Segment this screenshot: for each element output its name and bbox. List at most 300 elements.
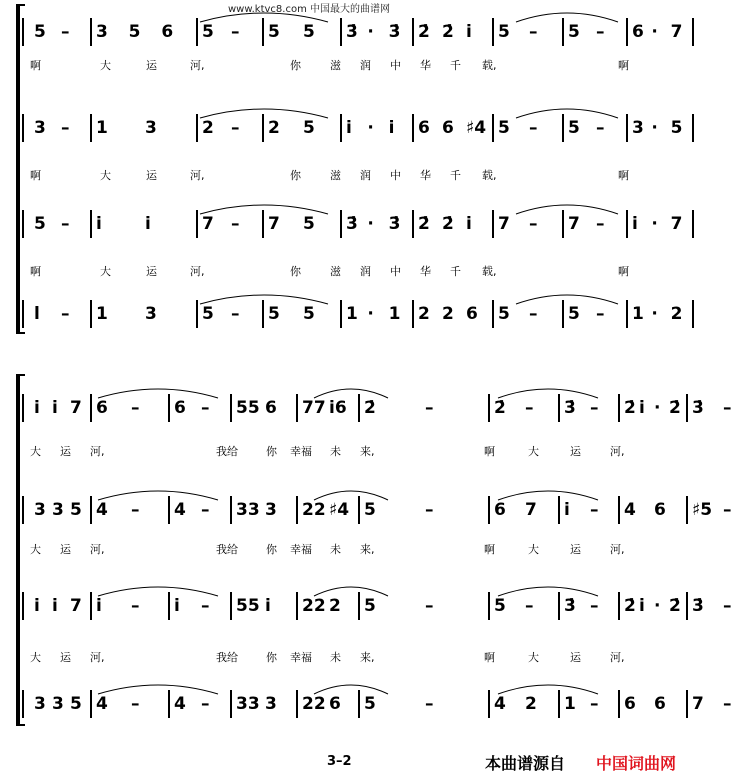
lyric-word: 幸福: [290, 651, 312, 664]
note: –: [723, 500, 732, 520]
note: 2̇: [442, 214, 454, 234]
note: 5: [303, 304, 315, 324]
note: 4: [96, 500, 108, 520]
note: 2: [525, 694, 537, 714]
note: –: [201, 500, 210, 520]
note: –: [201, 694, 210, 714]
bar-line: [22, 114, 24, 142]
lyric-word: 运: [146, 265, 157, 278]
note: –: [61, 22, 70, 42]
note: ·: [654, 596, 661, 616]
slur-arc: [200, 13, 328, 22]
note: i: [174, 596, 180, 616]
note: –: [525, 398, 534, 418]
note: –: [529, 214, 538, 234]
note: –: [61, 118, 70, 138]
note: 5: [303, 22, 315, 42]
note: ·: [367, 118, 374, 138]
note: ·: [654, 398, 661, 418]
source-label: 本曲谱源自: [485, 754, 566, 773]
note: i: [265, 596, 271, 616]
note: 6: [442, 118, 454, 138]
note: 6: [329, 694, 341, 714]
bar-line: [22, 210, 24, 238]
note: –: [131, 694, 140, 714]
lyric-word: 运: [60, 651, 71, 664]
note: i: [145, 214, 151, 234]
note: 5: [498, 22, 510, 42]
note: 5: [498, 304, 510, 324]
lyric-word: 润: [360, 59, 371, 72]
note: 4: [96, 694, 108, 714]
slur-group: [28, 200, 678, 220]
lyric-word: 未: [330, 651, 341, 664]
lyric-word: 河,: [90, 543, 105, 556]
note: i: [96, 596, 102, 616]
note: 3̇: [692, 596, 704, 616]
lyric-word: 运: [60, 543, 71, 556]
lyric-word: 我给: [216, 543, 238, 556]
lyric-word: 啊: [618, 59, 629, 72]
note: 6: [624, 694, 636, 714]
bar-line: [686, 690, 688, 718]
note: 7: [568, 214, 580, 234]
note: i6: [329, 398, 347, 418]
lyric-word: 运: [60, 445, 71, 458]
lyric-word: 千: [450, 169, 461, 182]
bar-line: [22, 496, 24, 524]
note: 5: [568, 118, 580, 138]
note: 7: [670, 214, 683, 234]
lyric-line-2-2: [30, 541, 680, 559]
staff-line-2-2: [28, 486, 732, 530]
lyric-word: 你: [266, 543, 277, 556]
lyric-word: 大: [30, 651, 41, 664]
note: 3: [52, 500, 64, 520]
note: 5: [568, 22, 580, 42]
lyric-word: 河,: [90, 651, 105, 664]
note: 3: [52, 694, 64, 714]
slur-group: [28, 680, 678, 700]
lyric-word: 中: [390, 169, 401, 182]
note: –: [596, 304, 605, 324]
note: 5: [34, 22, 46, 42]
lyric-word: 滋: [330, 59, 341, 72]
slur-arc: [314, 685, 388, 694]
lyric-word: 未: [330, 543, 341, 556]
note: 5: [268, 304, 280, 324]
slur-arc: [498, 491, 598, 500]
note: ♯4: [329, 500, 350, 520]
note: 7: [670, 22, 683, 42]
slur-arc: [516, 109, 618, 118]
lyric-word: 河,: [190, 265, 205, 278]
staff-line-2-3: [28, 582, 732, 626]
lyric-word: 千: [450, 59, 461, 72]
note: 7: [268, 214, 280, 234]
slur-arc: [98, 389, 218, 398]
lyric-word: 啊: [484, 445, 495, 458]
lyric-word: 载,: [482, 265, 497, 278]
lyric-word: 你: [266, 651, 277, 664]
slur-arc: [200, 205, 328, 214]
slur-group: [28, 104, 678, 124]
bar-line: [22, 300, 24, 328]
note: 2̇: [364, 398, 376, 418]
lyric-word: 运: [146, 169, 157, 182]
note: 33: [236, 694, 260, 714]
note: 1: [564, 694, 576, 714]
note: 6: [418, 118, 430, 138]
lyric-word: 河,: [610, 651, 625, 664]
note: 5: [34, 214, 46, 234]
lyric-word: 啊: [30, 169, 41, 182]
slur-group: [28, 8, 678, 28]
slur-arc: [498, 587, 598, 596]
note: –: [231, 118, 240, 138]
slur-group: [28, 384, 678, 404]
bar-line: [692, 210, 694, 238]
slur-arc: [98, 587, 218, 596]
note: l: [34, 304, 40, 324]
note: 5: [494, 596, 506, 616]
note: –: [529, 304, 538, 324]
bar-line: [22, 18, 24, 46]
slur-group: [28, 290, 678, 310]
note: 2̇: [669, 398, 681, 418]
note: –: [723, 398, 732, 418]
lyric-word: 河,: [610, 445, 625, 458]
bar-line: [692, 18, 694, 46]
slur-arc: [498, 389, 598, 398]
bar-line: [692, 300, 694, 328]
lyric-word: 我给: [216, 651, 238, 664]
lyric-word: 河,: [190, 169, 205, 182]
note: i: [96, 214, 102, 234]
lyric-word: 大: [100, 169, 111, 182]
note: –: [231, 214, 240, 234]
note: i: [466, 214, 472, 234]
note: 3: [96, 22, 108, 42]
note: 77: [302, 398, 326, 418]
note: ·: [651, 304, 658, 324]
lyric-word: 你: [290, 265, 301, 278]
note: 7: [202, 214, 214, 234]
lyric-word: 来,: [360, 445, 375, 458]
bar-line: [22, 690, 24, 718]
staff-line-1-3: [28, 200, 683, 244]
lyric-word: 中: [390, 59, 401, 72]
note: i: [388, 118, 395, 138]
note: 3: [265, 694, 277, 714]
note: –: [201, 398, 210, 418]
lyric-word: 大: [100, 59, 111, 72]
note: 7: [498, 214, 510, 234]
lyric-word: 来,: [360, 651, 375, 664]
note: i: [52, 596, 58, 616]
note: i: [564, 500, 570, 520]
note: 6: [466, 304, 478, 324]
bar-line: [686, 496, 688, 524]
lyric-word: 大: [100, 265, 111, 278]
note: –: [529, 118, 538, 138]
lyric-word: 我给: [216, 445, 238, 458]
note: 6: [265, 398, 277, 418]
lyric-line-2-3: [30, 649, 680, 667]
note: –: [596, 214, 605, 234]
note: ·: [367, 214, 374, 234]
slur-arc: [516, 205, 618, 214]
note: 5: [202, 304, 214, 324]
lyric-line-1-1: [30, 57, 680, 75]
lyric-word: 大: [528, 651, 539, 664]
note: 1: [96, 118, 108, 138]
lyric-word: 滋: [330, 265, 341, 278]
note: –: [231, 22, 240, 42]
note: ·: [367, 304, 374, 324]
note: 2̇: [669, 596, 681, 616]
note: i: [632, 214, 638, 234]
lyric-line-2-1: [30, 443, 680, 461]
lyric-word: 幸福: [290, 445, 312, 458]
bar-line: [692, 114, 694, 142]
bar-line: [22, 394, 24, 422]
watermark: www.ktvc8.com 中国最大的曲谱网: [228, 4, 391, 15]
note: 6: [632, 22, 644, 42]
note: –: [596, 22, 605, 42]
staff-line-1-1: [28, 8, 683, 52]
lyric-word: 运: [570, 651, 581, 664]
lyric-word: 你: [290, 169, 301, 182]
note: i: [639, 398, 645, 418]
note: –: [61, 214, 70, 234]
lyric-word: 大: [30, 445, 41, 458]
lyric-word: 大: [528, 543, 539, 556]
note: 1: [632, 304, 644, 324]
lyric-word: 未: [330, 445, 341, 458]
note: i: [52, 398, 58, 418]
note: 2: [202, 118, 214, 138]
note: 6: [161, 22, 174, 42]
system-brace-1: [16, 4, 25, 334]
note: 2: [268, 118, 280, 138]
note: –: [590, 500, 599, 520]
lyric-word: 润: [360, 265, 371, 278]
note: –: [131, 398, 140, 418]
lyric-word: 载,: [482, 59, 497, 72]
note: 2: [670, 304, 683, 324]
lyric-word: 大: [528, 445, 539, 458]
note: 5: [202, 22, 214, 42]
note: –: [590, 694, 599, 714]
note: ·: [367, 22, 374, 42]
note: 6: [494, 500, 506, 520]
note: 2: [442, 304, 454, 324]
lyric-word: 华: [420, 59, 431, 72]
note: 55: [236, 398, 260, 418]
note: 6: [654, 500, 666, 520]
note: 5: [364, 500, 376, 520]
lyric-word: 载,: [482, 169, 497, 182]
lyric-word: 河,: [90, 445, 105, 458]
note: 1: [388, 304, 401, 324]
lyric-word: 华: [420, 169, 431, 182]
note: 6: [654, 694, 666, 714]
lyric-word: 润: [360, 169, 371, 182]
note: –: [723, 596, 732, 616]
note: 3̇: [388, 214, 401, 234]
note: –: [61, 304, 70, 324]
note: –: [425, 596, 434, 616]
note: 1: [96, 304, 108, 324]
staff-line-1-2: [28, 104, 683, 148]
note: –: [131, 500, 140, 520]
note: 1: [346, 304, 358, 324]
lyric-word: 运: [570, 445, 581, 458]
slur-arc: [498, 685, 598, 694]
note: i: [346, 118, 352, 138]
lyric-word: 啊: [618, 265, 629, 278]
note: 5: [303, 118, 315, 138]
note: –: [723, 694, 732, 714]
note: ♯4: [466, 118, 487, 138]
lyric-word: 啊: [484, 651, 495, 664]
note: 6: [96, 398, 108, 418]
slur-group: [28, 486, 678, 506]
note: 3: [265, 500, 277, 520]
note: 2̇: [624, 596, 636, 616]
system-brace-2: [16, 374, 25, 726]
slur-arc: [98, 491, 218, 500]
note: 3̇: [346, 22, 358, 42]
note: 5: [70, 694, 82, 714]
slur-arc: [314, 491, 388, 500]
note: 3: [632, 118, 644, 138]
note: 3: [145, 118, 157, 138]
note: –: [425, 398, 434, 418]
note: –: [425, 500, 434, 520]
note: 2: [418, 304, 430, 324]
note: 2: [329, 596, 341, 616]
note: 2̇: [442, 22, 454, 42]
brand-name: 中国词曲网: [596, 754, 677, 773]
note: 7: [70, 596, 82, 616]
slur-arc: [98, 685, 218, 694]
note: 3̇: [564, 596, 576, 616]
lyric-word: 啊: [30, 59, 41, 72]
lyric-word: 你: [290, 59, 301, 72]
note: 7: [70, 398, 82, 418]
note: –: [525, 596, 534, 616]
note: 3̇: [346, 214, 358, 234]
note: ♯5: [692, 500, 713, 520]
lyric-word: 你: [266, 445, 277, 458]
staff-line-2-4: [28, 680, 732, 724]
note: 3: [145, 304, 157, 324]
slur-arc: [314, 587, 388, 596]
note: 2̇: [418, 22, 430, 42]
note: 3: [34, 694, 46, 714]
slur-arc: [516, 13, 618, 22]
note: 4: [624, 500, 636, 520]
note: 5: [70, 500, 82, 520]
note: 5: [568, 304, 580, 324]
lyric-word: 啊: [618, 169, 629, 182]
lyric-word: 幸福: [290, 543, 312, 556]
note: i: [639, 596, 645, 616]
note: 3̇: [564, 398, 576, 418]
lyric-word: 啊: [484, 543, 495, 556]
note: –: [590, 398, 599, 418]
note: 5: [498, 118, 510, 138]
note: 4: [494, 694, 506, 714]
note: ·: [651, 214, 658, 234]
note: 5: [128, 22, 141, 42]
note: 4: [174, 694, 186, 714]
note: 5: [364, 694, 376, 714]
note: 22: [302, 500, 326, 520]
bar-line: [686, 394, 688, 422]
note: –: [596, 118, 605, 138]
lyric-word: 华: [420, 265, 431, 278]
note: 5: [670, 118, 683, 138]
note: 3̇: [692, 398, 704, 418]
staff-line-2-1: [28, 384, 732, 428]
note: 2̇: [624, 398, 636, 418]
note: i: [466, 22, 472, 42]
note: 5: [364, 596, 376, 616]
note: i: [34, 398, 40, 418]
note: 22: [302, 694, 326, 714]
note: –: [131, 596, 140, 616]
bar-line: [22, 592, 24, 620]
lyric-line-1-2: [30, 167, 680, 185]
note: i: [34, 596, 40, 616]
note: ·: [651, 22, 658, 42]
lyric-word: 啊: [30, 265, 41, 278]
note: 2̇: [494, 398, 506, 418]
page-number: 3–2: [327, 754, 352, 769]
slur-arc: [200, 295, 328, 304]
note: 6: [174, 398, 186, 418]
slur-arc: [314, 389, 388, 398]
lyric-word: 大: [30, 543, 41, 556]
note: 3: [34, 118, 46, 138]
lyric-word: 河,: [610, 543, 625, 556]
lyric-word: 中: [390, 265, 401, 278]
note: –: [201, 596, 210, 616]
bar-line: [686, 592, 688, 620]
note: 3̇: [388, 22, 401, 42]
note: ·: [651, 118, 658, 138]
lyric-word: 千: [450, 265, 461, 278]
note: 5: [303, 214, 315, 234]
note: 55: [236, 596, 260, 616]
note: 7: [525, 500, 537, 520]
slur-arc: [516, 295, 618, 304]
lyric-word: 运: [146, 59, 157, 72]
lyric-line-1-3: [30, 263, 680, 281]
lyric-word: 滋: [330, 169, 341, 182]
staff-line-1-4: [28, 290, 683, 334]
note: 5: [268, 22, 280, 42]
lyric-word: 来,: [360, 543, 375, 556]
note: 2̇: [418, 214, 430, 234]
slur-group: [28, 582, 678, 602]
note: –: [231, 304, 240, 324]
note: 7: [692, 694, 704, 714]
lyric-word: 河,: [190, 59, 205, 72]
